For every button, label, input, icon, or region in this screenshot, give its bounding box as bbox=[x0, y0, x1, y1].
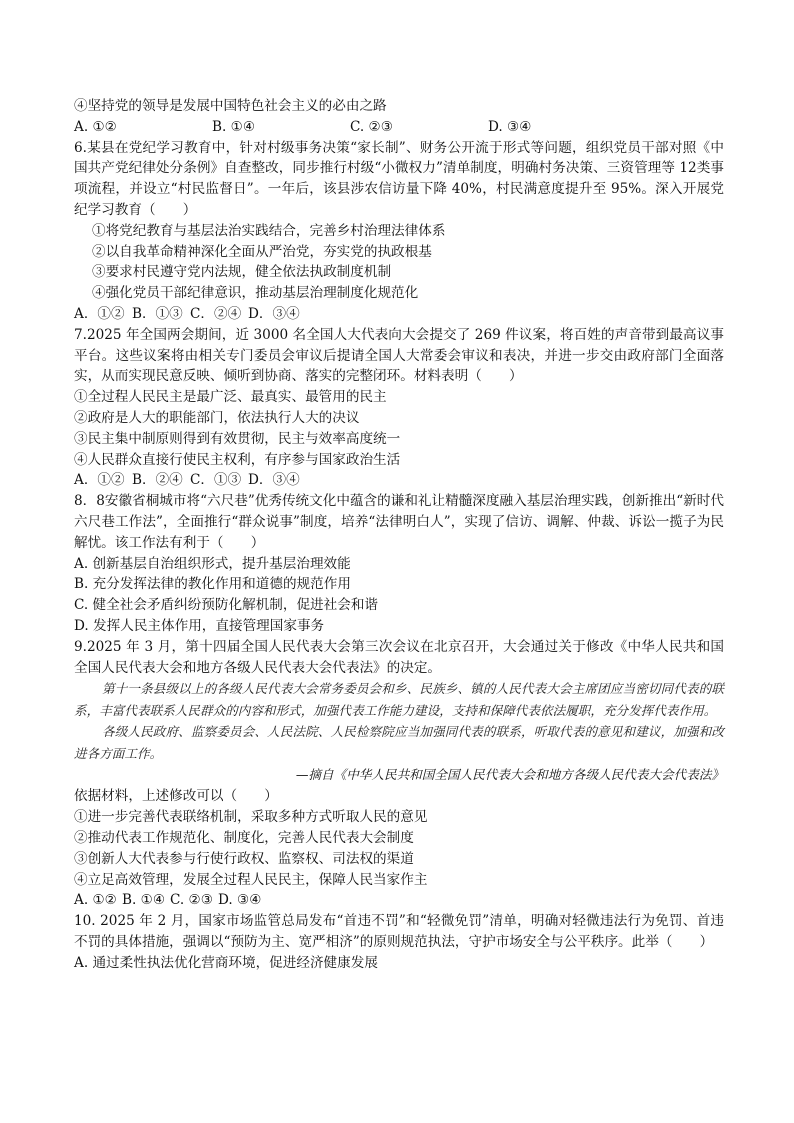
q6-option-b: B．①③ bbox=[132, 305, 183, 322]
q9-quote-paragraph-2: 各级人民政府、监察委员会、人民法院、人民检察院应当加强同代表的联系，听取代表的意见和建议，加强和改进各方面工作。 bbox=[74, 724, 724, 761]
q7-option-a: A．①② bbox=[74, 472, 125, 489]
q7-item-2: ②政府是人大的职能部门，依法执行人大的决议 bbox=[74, 409, 360, 426]
q9-quote-source: —摘自《中华人民共和国全国人民代表大会和地方各级人民代表大会代表法》 bbox=[295, 767, 724, 783]
q6-option-a: A．①② bbox=[74, 305, 125, 322]
q6-item-2: ②以自我革命精神深化全面从严治党，夯实党的执政根基 bbox=[92, 243, 432, 260]
q7-option-b: B．②④ bbox=[132, 472, 183, 489]
q5-option-d: D. ③④ bbox=[488, 118, 532, 135]
q9-ask: 依据材料，上述修改可以（ ） bbox=[74, 788, 278, 805]
q7-option-d: D．③④ bbox=[248, 472, 300, 489]
q6-item-4: ④强化党员干部纪律意识，推动基层治理制度化规范化 bbox=[92, 285, 419, 302]
q9-option-c: C. ②③ bbox=[170, 892, 213, 909]
q5-option-c: C. ②③ bbox=[350, 118, 393, 135]
q8-option-b: B. 充分发挥法律的教化作用和道德的规范作用 bbox=[74, 576, 351, 593]
q9-options bbox=[74, 890, 724, 911]
q5-item-4: ④坚持党的领导是发展中国特色社会主义的必由之路 bbox=[74, 98, 387, 114]
exam-page bbox=[74, 96, 724, 973]
q8-option-c: C. 健全社会矛盾纠纷预防化解机制，促进社会和谐 bbox=[74, 597, 379, 614]
q9-item-3: ③创新人大代表参与行使行政权、监察权、司法权的渠道 bbox=[74, 850, 414, 867]
q9-stem: 9.2025 年 3 月，第十四届全国人民代表大会第三次会议在北京召开，大会通过关于修改《中华人民共和国全国人民代表大会和地方各级人民代表大会代表法》的决定。 bbox=[74, 638, 724, 676]
q7-item-3: ③民主集中制原则得到有效贯彻，民主与效率高度统一 bbox=[74, 430, 401, 447]
q9-quote-paragraph-1: 第十一条县级以上的各级人民代表大会常务委员会和乡、民族乡、镇的人民代表大会主席团应当密切同代表的联系，丰富代表联系人民群众的内容和形式，加强代表工作能力建设，支持和保障代表依法履职，充分发挥代表作用。 bbox=[74, 681, 724, 718]
q7-item-4: ④人民群众直接行使民主权利，有序参与国家政治生活 bbox=[74, 451, 401, 468]
q9-item-1: ①进一步完善代表联络机制，采取多种方式听取人民的意见 bbox=[74, 809, 428, 826]
q6-item-3: ③要求村民遵守党内法规，健全依法执政制度机制 bbox=[92, 264, 392, 281]
q6-item-1: ①将党纪教育与基层法治实践结合，完善乡村治理法律体系 bbox=[92, 222, 446, 239]
q6-stem: 6.某县在党纪学习教育中，针对村级事务决策“家长制”、财务公开流于形式等问题，组织党员干部对照《中国共产党纪律处分条例》自查整改，同步推行村级“小微权力”清单制度，明确村务决策、三资管理等 12类事项流程，并设立“村民监督日”。一年后，该县涉农信访量下降 40%，村民满意度提升至 95%。深入开展党纪学习教育（ ） bbox=[74, 139, 724, 218]
q6-options bbox=[74, 304, 724, 325]
q9-option-a: A. ①② bbox=[74, 892, 117, 909]
q8-stem: 8．8安徽省桐城市将“六尺巷”优秀传统文化中蕴含的谦和礼让精髓深度融入基层治理实践，创新推出“新时代六尺巷工作法”，全面推行“群众说事”制度，培养“法律明白人”，实现了信访、调解、仲裁、诉讼一揽子为民解忧。该工作法有利于（ ） bbox=[74, 493, 724, 551]
q10-stem: 10. 2025 年 2 月，国家市场监管总局发布“首违不罚”和“轻微免罚”清单，明确对轻微违法行为免罚、首违不罚的具体措施，强调以“预防为主、宽严相济”的原则规范执法，守护市场安全与公平秩序。此举（ ） bbox=[74, 913, 724, 950]
q9-option-b: B. ①④ bbox=[122, 892, 166, 909]
q6-option-c: C．②④ bbox=[190, 305, 242, 322]
q7-option-c: C．①③ bbox=[190, 472, 242, 489]
q5-options bbox=[74, 117, 724, 138]
q8-option-d: D. 发挥人民主体作用，直接管理国家事务 bbox=[74, 617, 325, 634]
q6-option-d: D．③④ bbox=[248, 305, 300, 322]
q8-option-a: A. 创新基层自治组织形式，提升基层治理效能 bbox=[74, 555, 351, 572]
q7-item-1: ①全过程人民民主是最广泛、最真实、最管用的民主 bbox=[74, 389, 387, 406]
q7-stem: 7.2025 年全国两会期间，近 3000 名全国人大代表向大会提交了 269 件议案，将百姓的声音带到最高议事平台。这些议案将由相关专门委员会审议后提请全国人大常委会审议和表决，并进一步交由政府部门全面落实，从而实现民意反映、倾听到协商、落实的完整闭环。材料表明（ ） bbox=[74, 326, 724, 385]
q9-option-d: D. ③④ bbox=[218, 892, 262, 909]
q5-option-b: B. ①④ bbox=[212, 118, 256, 135]
q9-item-4: ④立足高效管理，发展全过程人民民主，保障人民当家作主 bbox=[74, 871, 428, 888]
q9-item-2: ②推动代表工作规范化、制度化，完善人民代表大会制度 bbox=[74, 829, 414, 846]
q5-option-a: A. ①② bbox=[74, 118, 117, 135]
q9-quote bbox=[74, 678, 724, 764]
q7-options bbox=[74, 470, 724, 491]
q10-option-a: A. 通过柔性执法优化营商环境，促进经济健康发展 bbox=[74, 954, 378, 971]
